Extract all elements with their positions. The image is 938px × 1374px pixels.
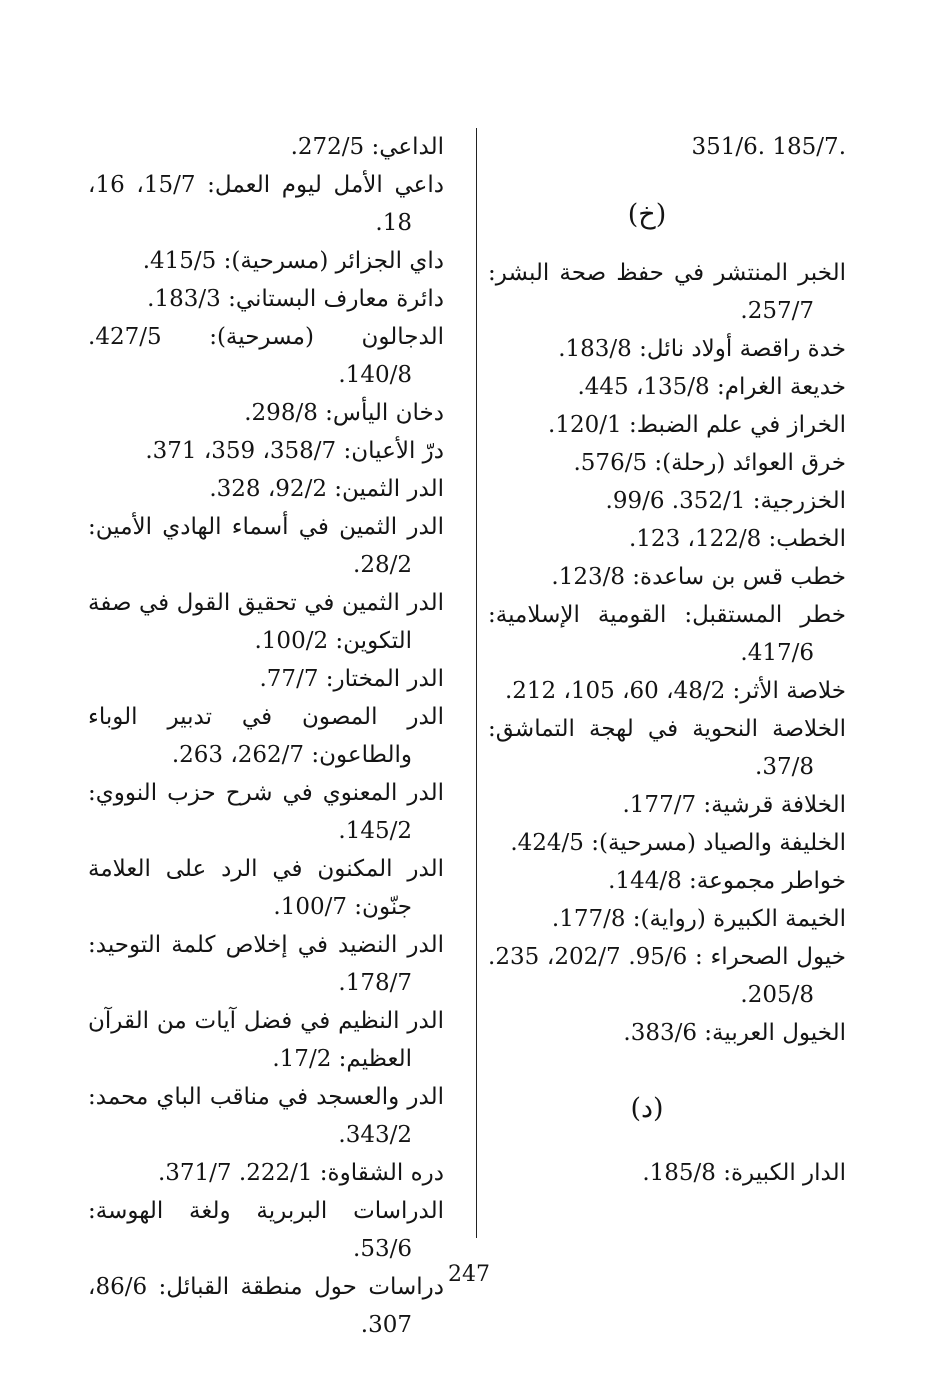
- index-entry: الدر النضيد في إخلاص كلمة التوحيد: 178/7.: [88, 932, 444, 996]
- letter-heading-dal: (د): [630, 1093, 664, 1124]
- index-entry: الدر الثمين في أسماء الهادي الأمين: 28/2.: [88, 514, 444, 578]
- index-entry: الدر الثمين: 92/2، 328.: [209, 476, 444, 502]
- index-entry: الخيول العربية: 383/6.: [623, 1020, 846, 1046]
- index-entry: خلاصة الأثر: 48/2، 60، 105، 212.: [504, 678, 846, 704]
- right-column: [488, 128, 846, 1192]
- index-entry: الدر المختار: 77/7.: [259, 666, 444, 692]
- index-entry: الخلافة قرشية: 177/7.: [622, 792, 846, 818]
- index-entry: الخراز في علم الضبط: 120/1.: [548, 412, 846, 438]
- index-entry: خرق العوائد (رحلة): 576/5.: [573, 450, 846, 476]
- index-entry: الدار الكبيرة: 185/8.: [642, 1160, 846, 1186]
- index-entry: دره الشقاوة: 222/1. 371/7.: [157, 1160, 444, 1186]
- index-entry: خدة راقصة أولاد نائل: 183/8.: [558, 336, 846, 362]
- left-column: [88, 128, 444, 1344]
- index-entry: الخزرجية: 352/1. 99/6.: [605, 488, 846, 514]
- index-entry: الخيمة الكبيرة (رواية): 177/8.: [551, 906, 846, 932]
- index-entry: الدر المصون في تدبير الوباء والطاعون: 262/7، 263.: [88, 704, 444, 768]
- letter-heading-kha: (خ): [627, 199, 667, 230]
- index-entry: الدر الثمين في تحقيق القول في صفة التكوين: 100/2.: [88, 590, 444, 654]
- column-divider: [476, 128, 477, 1238]
- index-entry: الداعي: 272/5.: [290, 134, 444, 160]
- index-entry: الدراسات البربرية ولغة الهوسة: 53/6.: [88, 1198, 444, 1262]
- page-number: 247: [448, 1262, 490, 1287]
- index-entry: الخطب: 122/8، 123.: [628, 526, 846, 552]
- index-entry: خيول الصحراء : 95/6. 202/7، 235. 205/8.: [488, 944, 846, 1008]
- index-entry: داعي الأمل ليوم العمل: 15/7، 16، 18.: [88, 172, 445, 236]
- index-entry: خطب قس بن ساعدة: 123/8.: [551, 564, 846, 590]
- index-entry: الخلاصة النحوية في لهجة التماشق: 37/8.: [488, 716, 846, 780]
- index-entry: .185/7 .351/6: [691, 134, 846, 160]
- index-entry: داي الجزائر (مسرحية): 415/5.: [142, 248, 444, 274]
- index-entry: الدر النظيم في فضل آيات من القرآن العظيم: 17/2.: [88, 1008, 444, 1072]
- index-entry: الدر والعسجد في مناقب الباي محمد: 343/2.: [88, 1084, 444, 1148]
- index-entry: الخليفة والصياد (مسرحية): 424/5.: [510, 830, 846, 856]
- index-entry: درّ الأعيان: 358/7، 359، 371.: [145, 438, 444, 464]
- index-entry: دراسات حول منطقة القبائل: 86/6، 307.: [88, 1274, 444, 1338]
- index-entry: خطر المستقبل: القومية الإسلامية: 417/6.: [488, 602, 846, 666]
- index-entry: الدر المكنون في الرد على العلامة جنّون: 100/7.: [88, 856, 444, 920]
- index-entry: الخبر المنتشر في حفظ صحة البشر: 257/7.: [488, 260, 846, 324]
- index-entry: دخان اليأس: 298/8.: [244, 400, 444, 426]
- index-entry: خديعة الغرام: 135/8، 445.: [577, 374, 846, 400]
- index-entry: خواطر مجموعة: 144/8.: [608, 868, 846, 894]
- index-entry: الدر المعنوي في شرح حزب النووي: 145/2.: [88, 780, 444, 844]
- index-entry: الدجالون (مسرحية): 427/5. 140/8.: [88, 324, 444, 388]
- index-entry: دائرة معارف البستاني: 183/3.: [147, 286, 444, 312]
